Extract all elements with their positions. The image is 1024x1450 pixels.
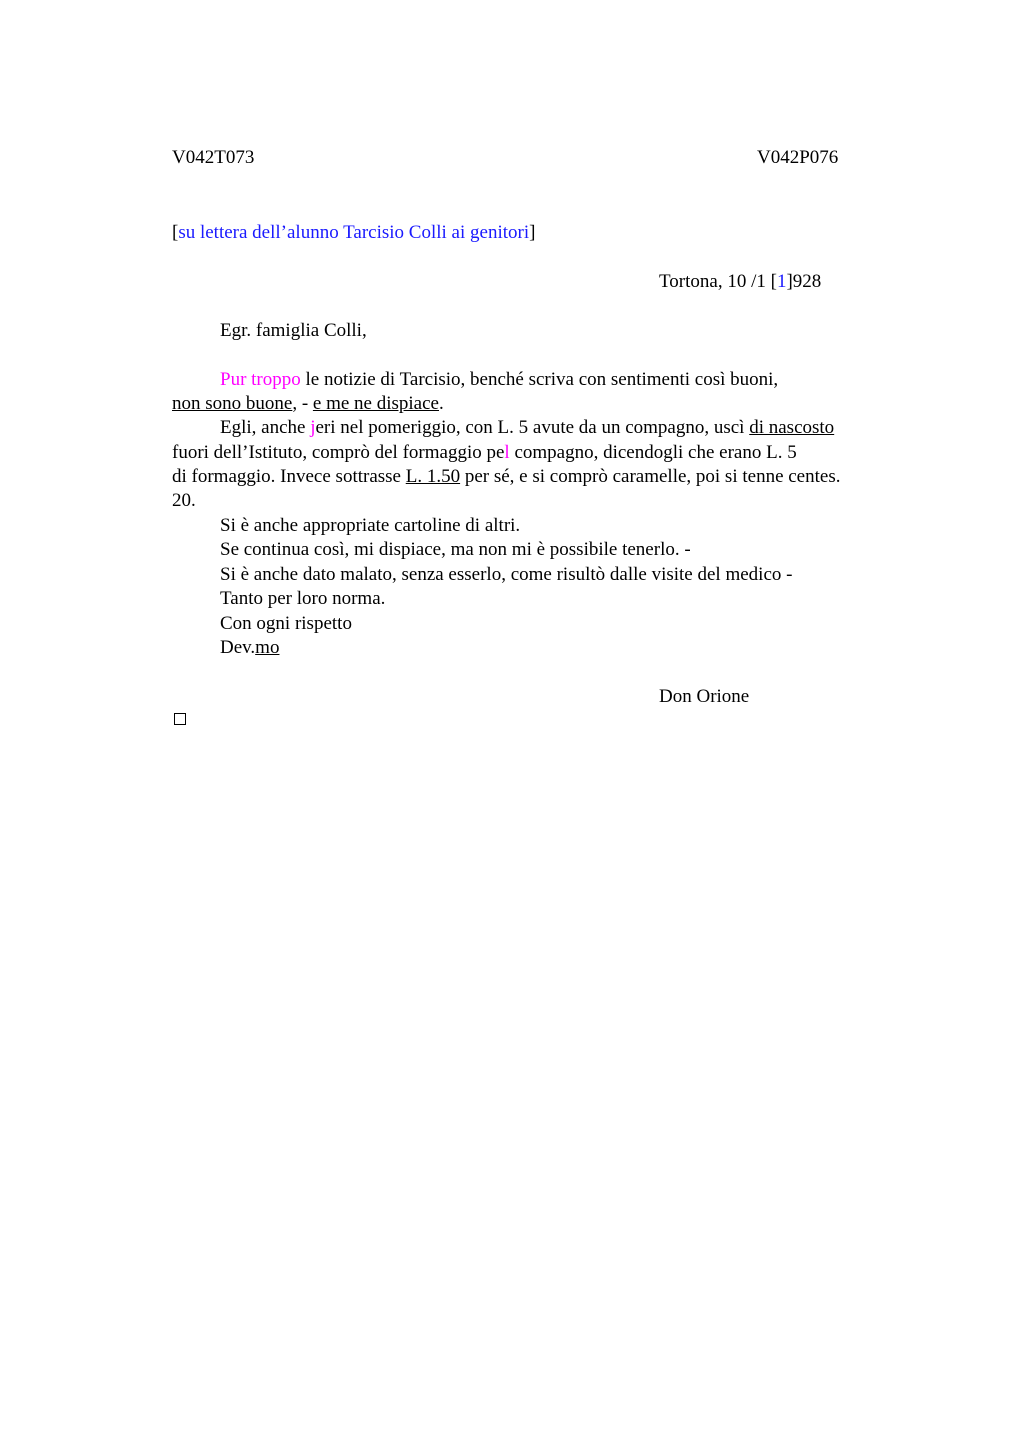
paragraph2-line1 xyxy=(220,416,834,440)
body-line: Si è anche dato malato, senza esserlo, come risultò dalle visite del medico - xyxy=(220,564,793,585)
paragraph1-text: , - xyxy=(292,393,313,414)
note-open-bracket: [ xyxy=(172,222,179,243)
closing-superscript: mo xyxy=(255,637,280,658)
note-close-bracket: ] xyxy=(529,222,536,243)
paragraph1-line1 xyxy=(220,368,778,392)
end-mark-icon xyxy=(174,713,186,725)
document-code-right: V042P076 xyxy=(757,147,839,168)
closing-prefix: Dev. xyxy=(220,637,256,658)
paragraph2-text: fuori dell’Istituto, comprò del formaggio pe xyxy=(172,442,505,463)
paragraph2-line2 xyxy=(172,441,797,465)
paragraph2-text: compagno, dicendogli che erano L. 5 xyxy=(509,442,797,463)
paragraph1-text: . xyxy=(439,393,444,414)
salutation: Egr. famiglia Colli, xyxy=(220,320,367,341)
paragraph2-line4: 20. xyxy=(172,490,196,511)
body-line: Con ogni rispetto xyxy=(220,613,352,634)
paragraph2-text: per sé, e si comprò caramelle, poi si tenne centes. xyxy=(460,466,841,487)
document-code-left: V042T073 xyxy=(172,147,255,168)
body-line: Tanto per loro norma. xyxy=(220,588,386,609)
underlined-text: di nascosto xyxy=(749,417,835,438)
closing xyxy=(220,636,279,660)
paragraph2-text: eri nel pomeriggio, con L. 5 avute da un compagno, uscì xyxy=(315,417,750,438)
underlined-text: e me ne dispiace xyxy=(312,393,439,414)
paragraph1-text: le notizie di Tarcisio, benché scriva con sentimenti così buoni, xyxy=(300,369,779,390)
body-line: Si è anche appropriate cartoline di altri. xyxy=(220,515,521,536)
dateline-insert: 1 xyxy=(776,271,787,292)
paragraph2-text: Egli, anche xyxy=(220,417,311,438)
underlined-text: non sono buone xyxy=(172,393,293,414)
correction-letter: l xyxy=(504,442,510,463)
paragraph1-line2 xyxy=(172,392,444,416)
body-line: Se continua così, mi dispiace, ma non mi è possibile tenerlo. - xyxy=(220,539,691,560)
signature: Don Orione xyxy=(659,686,750,707)
editorial-note xyxy=(172,221,535,245)
dateline-suffix: ]928 xyxy=(786,271,822,292)
dateline xyxy=(659,270,821,294)
correction-highlight: Pur troppo xyxy=(220,369,301,390)
note-text: su lettera dell’alunno Tarcisio Colli ai genitori xyxy=(178,222,530,243)
paragraph2-text: di formaggio. Invece sottrasse xyxy=(172,466,406,487)
correction-letter: j xyxy=(310,417,316,438)
paragraph2-line3 xyxy=(172,465,840,489)
dateline-prefix: Tortona, 10 /1 [ xyxy=(659,271,777,292)
underlined-text: L. 1.50 xyxy=(405,466,461,487)
